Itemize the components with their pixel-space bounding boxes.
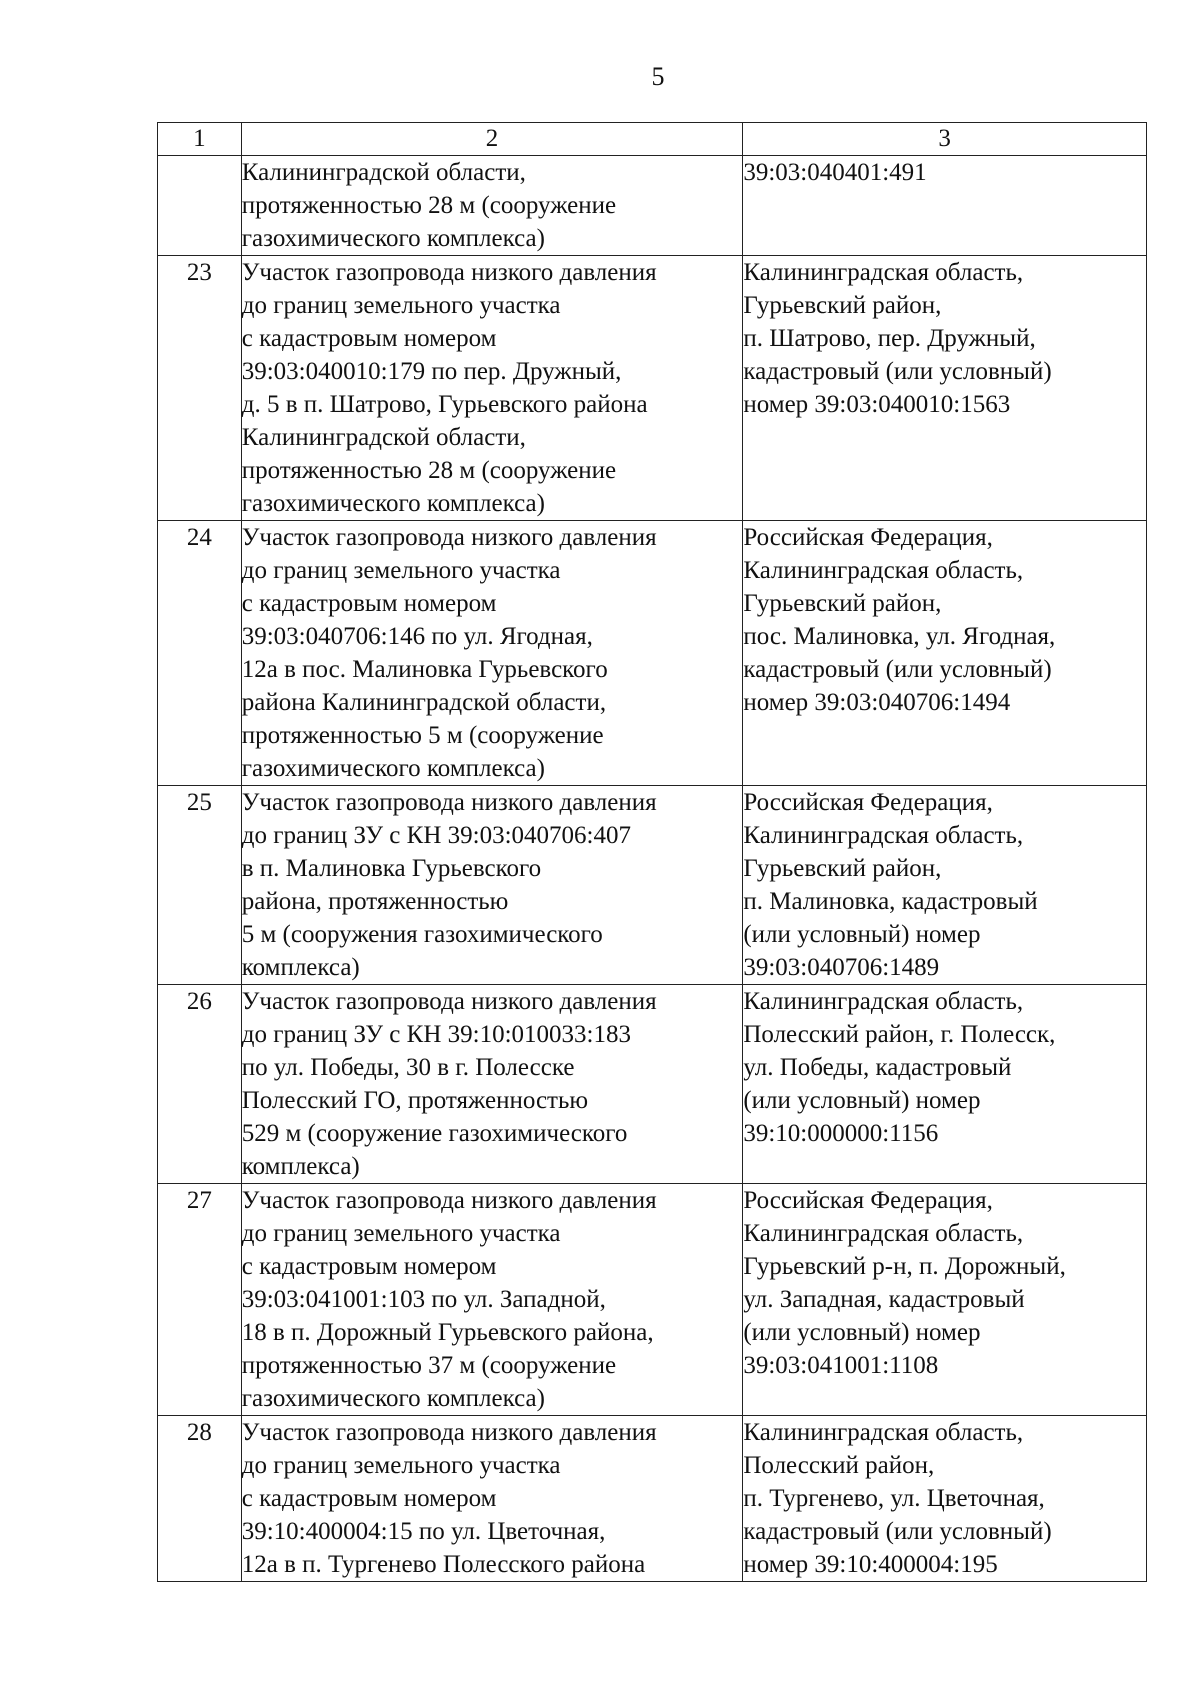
description-line: комплекса): [241, 954, 360, 981]
address-line: (или условный) номер: [743, 1319, 981, 1346]
table-row: [158, 786, 1147, 985]
row-number-cell: 26: [158, 985, 242, 1184]
description-line: газохимического комплекса): [241, 225, 545, 252]
address-cell: [743, 256, 1147, 521]
description-line: 5 м (сооружения газохимического: [241, 921, 603, 948]
description-line: до границ ЗУ с КН 39:03:040706:407: [241, 822, 631, 849]
description-line: Участок газопровода низкого давления: [241, 789, 657, 816]
description-line: до границ земельного участка: [241, 1220, 561, 1247]
table-row: [158, 1416, 1147, 1582]
address-line: Гурьевский р-н, п. Дорожный,: [743, 1253, 1066, 1280]
description-line: протяженностью 28 м (сооружение: [241, 457, 617, 484]
description-line: протяженностью 37 м (сооружение: [241, 1352, 617, 1379]
column-header-1: 1: [158, 123, 242, 156]
row-number-cell: 28: [158, 1416, 242, 1582]
address-line: Калининградская область,: [743, 259, 1024, 286]
description-line: протяженностью 5 м (сооружение: [241, 722, 604, 749]
description-line: района, протяженностью: [241, 888, 509, 915]
table-row: [158, 985, 1147, 1184]
address-cell: [743, 1416, 1147, 1582]
description-line: до границ земельного участка: [241, 557, 561, 584]
address-line: номер 39:03:040706:1494: [743, 689, 1011, 716]
address-line: Калининградская область,: [743, 822, 1024, 849]
description-line: Калининградской области,: [241, 424, 526, 451]
address-line: Гурьевский район,: [743, 855, 942, 882]
row-number-cell: [158, 156, 242, 256]
table-row: [158, 521, 1147, 786]
description-cell: [241, 521, 743, 786]
description-line: 18 в п. Дорожный Гурьевского района,: [241, 1319, 654, 1346]
address-line: кадастровый (или условный): [743, 656, 1052, 683]
description-line: до границ земельного участка: [241, 292, 561, 319]
address-line: 39:03:040401:491: [743, 159, 927, 186]
description-cell: [241, 985, 743, 1184]
description-line: 39:10:400004:15 по ул. Цветочная,: [241, 1518, 606, 1545]
address-cell: [743, 1184, 1147, 1416]
description-line: газохимического комплекса): [241, 755, 545, 782]
description-line: Калининградской области,: [241, 159, 526, 186]
description-line: с кадастровым номером: [241, 325, 497, 352]
address-line: Полесский район,: [743, 1452, 935, 1479]
address-line: п. Шатрово, пер. Дружный,: [743, 325, 1036, 352]
address-line: Гурьевский район,: [743, 590, 942, 617]
row-number-cell: 27: [158, 1184, 242, 1416]
address-line: 39:03:040706:1489: [743, 954, 940, 981]
address-line: Российская Федерация,: [743, 1187, 993, 1214]
description-line: 12а в пос. Малиновка Гурьевского: [241, 656, 608, 683]
description-line: газохимического комплекса): [241, 1385, 545, 1412]
address-line: Российская Федерация,: [743, 524, 993, 551]
description-line: Полесский ГО, протяженностью: [241, 1087, 589, 1114]
description-line: 39:03:040706:146 по ул. Ягодная,: [241, 623, 593, 650]
description-line: 12а в п. Тургенево Полесского района: [241, 1551, 646, 1578]
row-number-cell: 24: [158, 521, 242, 786]
address-line: ул. Западная, кадастровый: [743, 1286, 1025, 1313]
description-line: района Калининградской области,: [241, 689, 607, 716]
description-line: Участок газопровода низкого давления: [241, 1187, 657, 1214]
description-line: протяженностью 28 м (сооружение: [241, 192, 617, 219]
address-line: 39:10:000000:1156: [743, 1120, 939, 1147]
table-row: [158, 156, 1147, 256]
description-line: до границ земельного участка: [241, 1452, 561, 1479]
description-line: комплекса): [241, 1153, 360, 1180]
address-line: Калининградская область,: [743, 1419, 1024, 1446]
description-line: 39:03:040010:179 по пер. Дружный,: [241, 358, 622, 385]
address-line: 39:03:041001:1108: [743, 1352, 939, 1379]
registry-table: [157, 122, 1147, 1582]
row-number-cell: 25: [158, 786, 242, 985]
description-line: до границ ЗУ с КН 39:10:010033:183: [241, 1021, 631, 1048]
address-line: пос. Малиновка, ул. Ягодная,: [743, 623, 1056, 650]
description-line: 39:03:041001:103 по ул. Западной,: [241, 1286, 606, 1313]
description-line: Участок газопровода низкого давления: [241, 988, 657, 1015]
address-line: Калининградская область,: [743, 1220, 1024, 1247]
address-line: кадастровый (или условный): [743, 1518, 1052, 1545]
description-cell: [241, 156, 743, 256]
address-cell: [743, 521, 1147, 786]
description-cell: [241, 1184, 743, 1416]
description-line: Участок газопровода низкого давления: [241, 524, 657, 551]
column-header-3: 3: [743, 123, 1147, 156]
address-line: Калининградская область,: [743, 988, 1024, 1015]
description-line: газохимического комплекса): [241, 490, 545, 517]
address-line: Калининградская область,: [743, 557, 1024, 584]
description-line: с кадастровым номером: [241, 1485, 497, 1512]
description-line: с кадастровым номером: [241, 590, 497, 617]
table-header-row: [158, 123, 1147, 156]
address-line: кадастровый (или условный): [743, 358, 1052, 385]
address-line: (или условный) номер: [743, 1087, 981, 1114]
registry-table-body: [158, 123, 1147, 1582]
description-line: по ул. Победы, 30 в г. Полесске: [241, 1054, 575, 1081]
address-line: номер 39:10:400004:195: [743, 1551, 998, 1578]
description-cell: [241, 786, 743, 985]
page-number: 5: [651, 62, 665, 91]
description-cell: [241, 256, 743, 521]
address-line: Российская Федерация,: [743, 789, 993, 816]
address-cell: [743, 786, 1147, 985]
table-row: [158, 1184, 1147, 1416]
description-line: д. 5 в п. Шатрово, Гурьевского района: [241, 391, 648, 418]
address-line: п. Малиновка, кадастровый: [743, 888, 1038, 915]
address-cell: [743, 985, 1147, 1184]
description-line: Участок газопровода низкого давления: [241, 1419, 657, 1446]
address-cell: [743, 156, 1147, 256]
address-line: Полесский район, г. Полесск,: [743, 1021, 1056, 1048]
description-line: 529 м (сооружение газохимического: [241, 1120, 628, 1147]
address-line: ул. Победы, кадастровый: [743, 1054, 1012, 1081]
description-cell: [241, 1416, 743, 1582]
description-line: Участок газопровода низкого давления: [241, 259, 657, 286]
row-number-cell: 23: [158, 256, 242, 521]
address-line: (или условный) номер: [743, 921, 981, 948]
description-line: с кадастровым номером: [241, 1253, 497, 1280]
description-line: в п. Малиновка Гурьевского: [241, 855, 542, 882]
column-header-2: 2: [241, 123, 743, 156]
address-line: п. Тургенево, ул. Цветочная,: [743, 1485, 1045, 1512]
address-line: номер 39:03:040010:1563: [743, 391, 1011, 418]
address-line: Гурьевский район,: [743, 292, 942, 319]
table-row: [158, 256, 1147, 521]
